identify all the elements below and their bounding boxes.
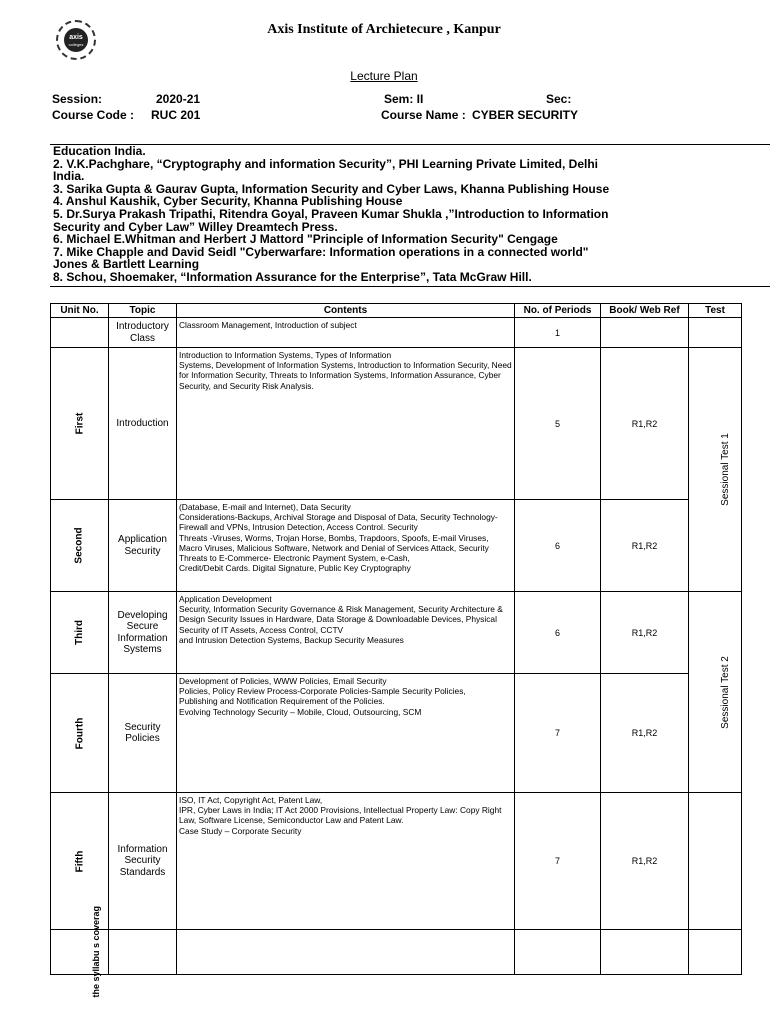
- sessional-test-1-label: Sessional Test 1: [719, 433, 731, 506]
- course-name-label: Course Name :: [381, 108, 466, 122]
- ref-cell: R1,R2: [601, 500, 689, 592]
- col-header-unit: Unit No.: [51, 304, 109, 318]
- reference-line: 4. Anshul Kaushik, Cyber Security, Khanna Publishing House: [53, 194, 403, 209]
- periods-cell: 6: [515, 500, 601, 592]
- logo-subtext: colleges: [68, 41, 84, 47]
- test-cell-empty: [689, 318, 742, 348]
- unit-cell: [51, 318, 109, 348]
- ref-cell: R1,R2: [601, 348, 689, 500]
- contents-cell: ISO, IT Act, Copyright Act, Patent Law, IPR, Cyber Laws in India; IT Act 2000 Provisions, Intellectual Property Law: Copy Right Law, Software License, Semiconductor Law and Patent Law. Case Study – Corporate Security: [177, 793, 515, 930]
- course-code-label: Course Code :: [52, 108, 135, 122]
- table-row: [51, 318, 742, 348]
- topic-cell: Security Policies: [109, 674, 177, 793]
- periods-cell: 7: [515, 793, 601, 930]
- coverage-label: the syllabu s coverag: [91, 906, 102, 998]
- empty-cell: [515, 930, 601, 975]
- document-title: Lecture Plan: [350, 69, 418, 83]
- contents-cell: Classroom Management, Introduction of subject: [177, 318, 515, 348]
- logo-text: axis: [69, 33, 83, 41]
- unit-cell: First: [51, 348, 109, 500]
- topic-cell: Introduction: [109, 348, 177, 500]
- unit-cell: Fourth: [51, 674, 109, 793]
- contents-cell: Introduction to Information Systems, Types of Information Systems, Development of Information Systems, Introduction to Information Security, Need for Information Security, Threats to Information Systems, Information Assurance, Cyber Security, and Security Risk Analysis.: [177, 348, 515, 500]
- empty-cell: [109, 930, 177, 975]
- contents-cell: (Database, E-mail and Internet), Data Security Considerations-Backups, Archival Storage and Disposal of Data, Security Technology-Firewall and VPNs, Intrusion Detection, Access Control. Security Threats -Viruses, Worms, Trojan Horse, Bombs, Trapdoors, Spoofs, E-mail Viruses, Macro Viruses, Malicious Software, Network and Denial of Services Attack, Security Threats to E-Commerce- Electronic Payment System, e-Cash, Credit/Debit Cards. Digital Signature, Public Key Cryptography: [177, 500, 515, 592]
- reference-line: Jones & Bartlett Learning: [53, 257, 200, 272]
- reference-line: 3. Sarika Gupta & Gaurav Gupta, Information Security and Cyber Laws, Khanna Publishing House: [53, 181, 610, 196]
- unit-cell: Third: [51, 592, 109, 674]
- session-value: 2020-21: [156, 92, 201, 106]
- contents-cell: Application Development Security, Information Security Governance & Risk Management, Security Architecture & Design Security Issues in Hardware, Data Storage & Downloadable Devices, Physical Security of IT Assets, Access Control, CCTV and Intrusion Detection Systems, Backup Security Measures: [177, 592, 515, 674]
- unit-cell: Fifth: [51, 793, 109, 930]
- reference-line: 6. Michael E.Whitman and Herbert J Mattord "Principle of Information Security" Cengage: [53, 232, 558, 247]
- ref-cell: R1,R2: [601, 674, 689, 793]
- sessional-test-1-cell: [689, 348, 742, 592]
- session-label: Session:: [52, 92, 103, 106]
- test-cell-empty: [689, 793, 742, 930]
- col-header-test: Test: [689, 304, 742, 318]
- reference-line: 2. V.K.Pachghare, “Cryptography and information Security”, PHI Learning Private Limited, Delhi: [53, 156, 599, 171]
- reference-line: 8. Schou, Shoemaker, “Information Assurance for the Enterprise”, Tata McGraw Hill.: [53, 269, 532, 284]
- lecture-plan-table: [50, 303, 742, 998]
- sem-label: Sem: II: [384, 92, 424, 106]
- empty-cell: [177, 930, 515, 975]
- col-header-topic: Topic: [109, 304, 177, 318]
- col-header-periods: No. of Periods: [515, 304, 601, 318]
- contents-cell: Development of Policies, WWW Policies, Email Security Policies, Policy Review Process-Corporate Policies-Sample Security Policies, Publishing and Notification Requirement of the Policies. Evolving Technology Security – Mobile, Cloud, Outsourcing, SCM: [177, 674, 515, 793]
- periods-cell: 1: [515, 318, 601, 348]
- table-row: [51, 930, 742, 975]
- empty-cell: [601, 930, 689, 975]
- table-header-row: [51, 304, 742, 318]
- sessional-test-2-label: Sessional Test 2: [719, 655, 731, 729]
- reference-line: Education India.: [53, 144, 146, 158]
- col-header-contents: Contents: [177, 304, 515, 318]
- coverage-cell: [51, 906, 109, 998]
- unit-cell: Second: [51, 500, 109, 592]
- periods-cell: 6: [515, 592, 601, 674]
- reference-line: 5. Dr.Surya Prakash Tripathi, Ritendra Goyal, Praveen Kumar Shukla ,”Introduction to Information: [53, 206, 609, 221]
- course-code-value: RUC 201: [151, 108, 201, 122]
- ref-cell: R1,R2: [601, 592, 689, 674]
- ref-cell: R1,R2: [601, 793, 689, 930]
- reference-line: India.: [53, 169, 85, 184]
- sessional-test-2-cell: [689, 592, 742, 793]
- periods-cell: 7: [515, 674, 601, 793]
- reference-line: Security and Cyber Law” Willey Dreamtech Press.: [53, 219, 338, 234]
- course-name-value: CYBER SECURITY: [472, 108, 579, 122]
- references-box: [50, 144, 770, 287]
- topic-cell: Information Security Standards: [109, 793, 177, 930]
- table-row: [51, 592, 742, 674]
- sec-label: Sec:: [546, 92, 572, 106]
- col-header-ref: Book/ Web Ref: [601, 304, 689, 318]
- table-row: [51, 674, 742, 793]
- empty-cell: [689, 930, 742, 975]
- institute-name: Axis Institute of Archietecure , Kanpur: [267, 22, 501, 37]
- ref-cell: [601, 318, 689, 348]
- table-row: [51, 500, 742, 592]
- table-row: [51, 793, 742, 930]
- topic-cell: Introductory Class: [109, 318, 177, 348]
- topic-cell: Application Security: [109, 500, 177, 592]
- table-row: [51, 348, 742, 500]
- reference-line: 7. Mike Chapple and David Seidl "Cyberwarfare: Information operations in a connected world": [53, 244, 589, 259]
- periods-cell: 5: [515, 348, 601, 500]
- topic-cell: Developing Secure Information Systems: [109, 592, 177, 674]
